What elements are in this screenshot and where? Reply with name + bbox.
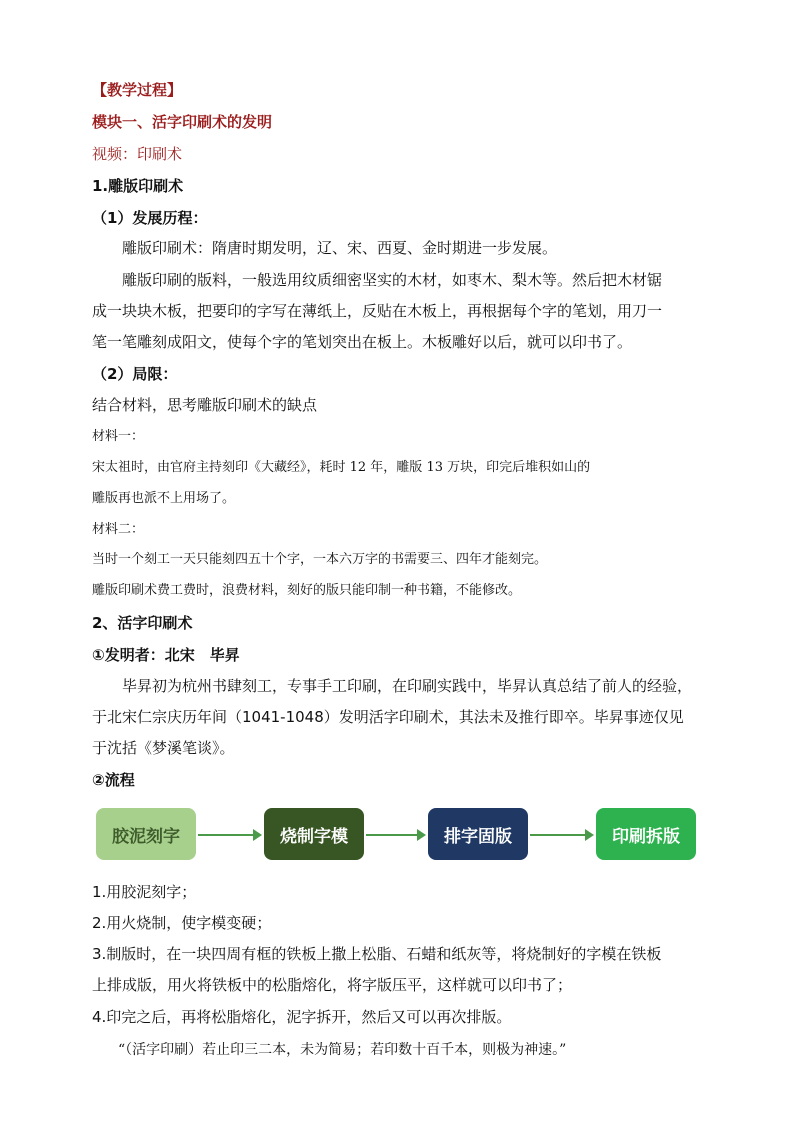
inventor-line: 于北宋仁宗庆历年间（1041-1048）发明活字印刷术，其法未及推行即卒。毕昇事迹仅见 bbox=[92, 708, 684, 726]
flow-step-typesetting bbox=[428, 808, 528, 860]
development-title: （1）发展历程： bbox=[92, 209, 208, 227]
module-title: 模块一、活字印刷术的发明 bbox=[92, 113, 273, 131]
flow-arrow bbox=[198, 834, 260, 836]
flow-arrow bbox=[530, 834, 592, 836]
video-label: 视频：印刷术 bbox=[92, 145, 183, 163]
flow-arrow bbox=[366, 834, 424, 836]
inventor-title: ①发明者：北宋 毕昇 bbox=[92, 646, 240, 664]
inventor-line: 毕昇初为杭州书肆刻工，专事手工印刷，在印刷实践中，毕昇认真总结了前人的经验， bbox=[122, 677, 693, 695]
development-paragraph: 雕版印刷术：隋唐时期发明，辽、宋、西夏、金时期进一步发展。 bbox=[122, 239, 558, 257]
flow-step-firing-molds bbox=[264, 808, 364, 860]
section2-title: 2、活字印刷术 bbox=[92, 614, 193, 632]
flow-step-label: 印刷拆版 bbox=[612, 826, 680, 847]
limitation-title: （2）局限： bbox=[92, 365, 178, 383]
material2-text: 当时一个刻工一天只能刻四五十个字，一本六万字的书需要三、四年才能刻完。 bbox=[92, 552, 548, 567]
material2-label: 材料二： bbox=[92, 522, 145, 537]
teaching-process-heading: 【教学过程】 bbox=[92, 81, 183, 99]
section1-title: 1.雕版印刷术 bbox=[92, 177, 184, 195]
task-text: 结合材料，思考雕版印刷术的缺点 bbox=[92, 396, 318, 414]
process-step: 3.制版时，在一块四周有框的铁板上撒上松脂、石蜡和纸灰等，将烧制好的字模在铁板 bbox=[92, 945, 662, 963]
flow-step-label: 排字固版 bbox=[444, 826, 512, 847]
process-title: ②流程 bbox=[92, 771, 135, 789]
inventor-line: 于沈括《梦溪笔谈》。 bbox=[92, 739, 235, 757]
material1-label: 材料一： bbox=[92, 429, 145, 444]
process-step: 4.印完之后，再将松脂熔化，泥字拆开，然后又可以再次排版。 bbox=[92, 1008, 512, 1026]
process-step: 1.用胶泥刻字； bbox=[92, 883, 197, 901]
flow-step-label: 胶泥刻字 bbox=[112, 826, 180, 847]
quote-text: “（活字印刷）若止印三二本，未为简易；若印数十百千本，则极为神速。” bbox=[118, 1042, 567, 1058]
paragraph-line: 雕版印刷的版料，一般选用纹质细密坚实的木材，如枣木、梨木等。然后把木材锯 bbox=[122, 271, 663, 289]
paragraph-line: 笔一笔雕刻成阳文，使每个字的笔划突出在板上。木板雕好以后，就可以印书了。 bbox=[92, 333, 633, 351]
material1-line: 雕版再也派不上用场了。 bbox=[92, 491, 236, 506]
process-step: 2.用火烧制，使字模变硬； bbox=[92, 914, 272, 932]
limitation-conclusion: 雕版印刷术费工费时，浪费材料，刻好的版只能印制一种书籍，不能修改。 bbox=[92, 583, 522, 598]
flow-step-label: 烧制字模 bbox=[280, 826, 348, 847]
material1-line: 宋太祖时，由官府主持刻印《大藏经》，耗时 12 年，雕版 13 万块，印完后堆积如山的 bbox=[92, 460, 591, 475]
flow-step-clay-carving bbox=[96, 808, 196, 860]
process-step: 上排成版，用火将铁板中的松脂熔化，将字版压平，这样就可以印书了； bbox=[92, 976, 573, 994]
paragraph-line: 成一块块木板，把要印的字写在薄纸上，反贴在木板上，再根据每个字的笔划，用刀一 bbox=[92, 302, 663, 320]
flow-step-print-disassemble bbox=[596, 808, 696, 860]
